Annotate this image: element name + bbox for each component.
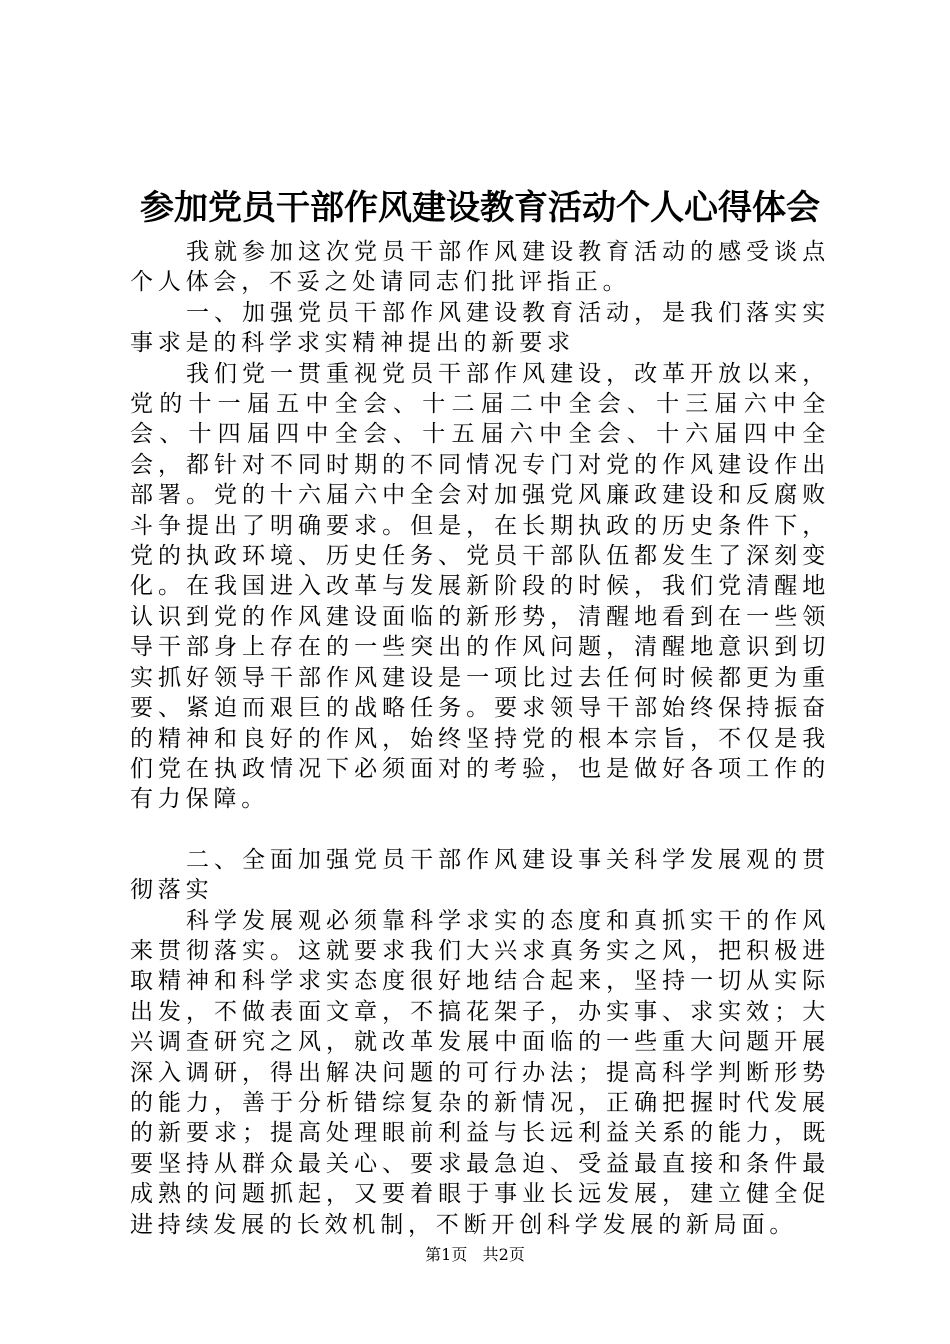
page-footer bbox=[0, 1244, 950, 1266]
paragraph-intro: 我就参加这次党员干部作风建设教育活动的感受谈点个人体会，不妥之处请同志们批评指正。 bbox=[130, 239, 830, 296]
section-heading-1: 一、加强党员干部作风建设教育活动，是我们落实实事求是的科学求实精神提出的新要求 bbox=[130, 299, 830, 357]
document-body bbox=[130, 237, 830, 1240]
page-number: 第1页 bbox=[425, 1245, 468, 1264]
page-separator bbox=[472, 1245, 477, 1264]
paragraph-section-1: 我们党一贯重视党员干部作风建设，改革开放以来，党的十一届五中全会、十二届二中全会、十三届六中全会、十四届四中全会、十五届六中全会、十六届四中全会，都针对不同时期的不同情况专门对党的作风建设作出部署。党的十六届六中全会对加强党风廉政建设和反腐败斗争提出了明确要求。但是，在长期执政的历史条件下，党的执政环境、历史任务、党员干部队伍都发生了深刻变化。在我国进入改革与发展新阶段的时候，我们党清醒地认识到党的作风建设面临的新形势，清醒地看到在一些领导干部身上存在的一些突出的作风问题，清醒地意识到切实抓好领导干部作风建设是一项比过去任何时候都更为重要、紧迫而艰巨的战略任务。要求领导干部始终保持振奋的精神和良好的作风，始终坚持党的根本宗旨，不仅是我们党在执政情况下必须面对的考验，也是做好各项工作的有力保障。 bbox=[130, 360, 830, 813]
document-title: 参加党员干部作风建设教育活动个人心得体会 bbox=[140, 188, 820, 228]
section-heading-2: 二、全面加强党员干部作风建设事关科学发展观的贯彻落实 bbox=[130, 846, 830, 904]
paragraph-section-2: 科学发展观必须靠科学求实的态度和真抓实干的作风来贯彻落实。这就要求我们大兴求真务实之风，把积极进取精神和科学求实态度很好地结合起来，坚持一切从实际出发，不做表面文章，不搞花架子，办实事、求实效；大兴调查研究之风，就改革发展中面临的一些重大问题开展深入调研，得出解决问题的可行办法；提高科学判断形势的能力，善于分析错综复杂的新情况，正确把握时代发展的新要求；提高处理眼前利益与长远利益关系的能力，既要坚持从群众最关心、要求最急迫、受益最直接和条件最成熟的问题抓起，又要着眼于事业长远发展，建立健全促进持续发展的长效机制，不断开创科学发展的新局面。 bbox=[130, 907, 830, 1238]
page-total: 共2页 bbox=[482, 1245, 525, 1264]
